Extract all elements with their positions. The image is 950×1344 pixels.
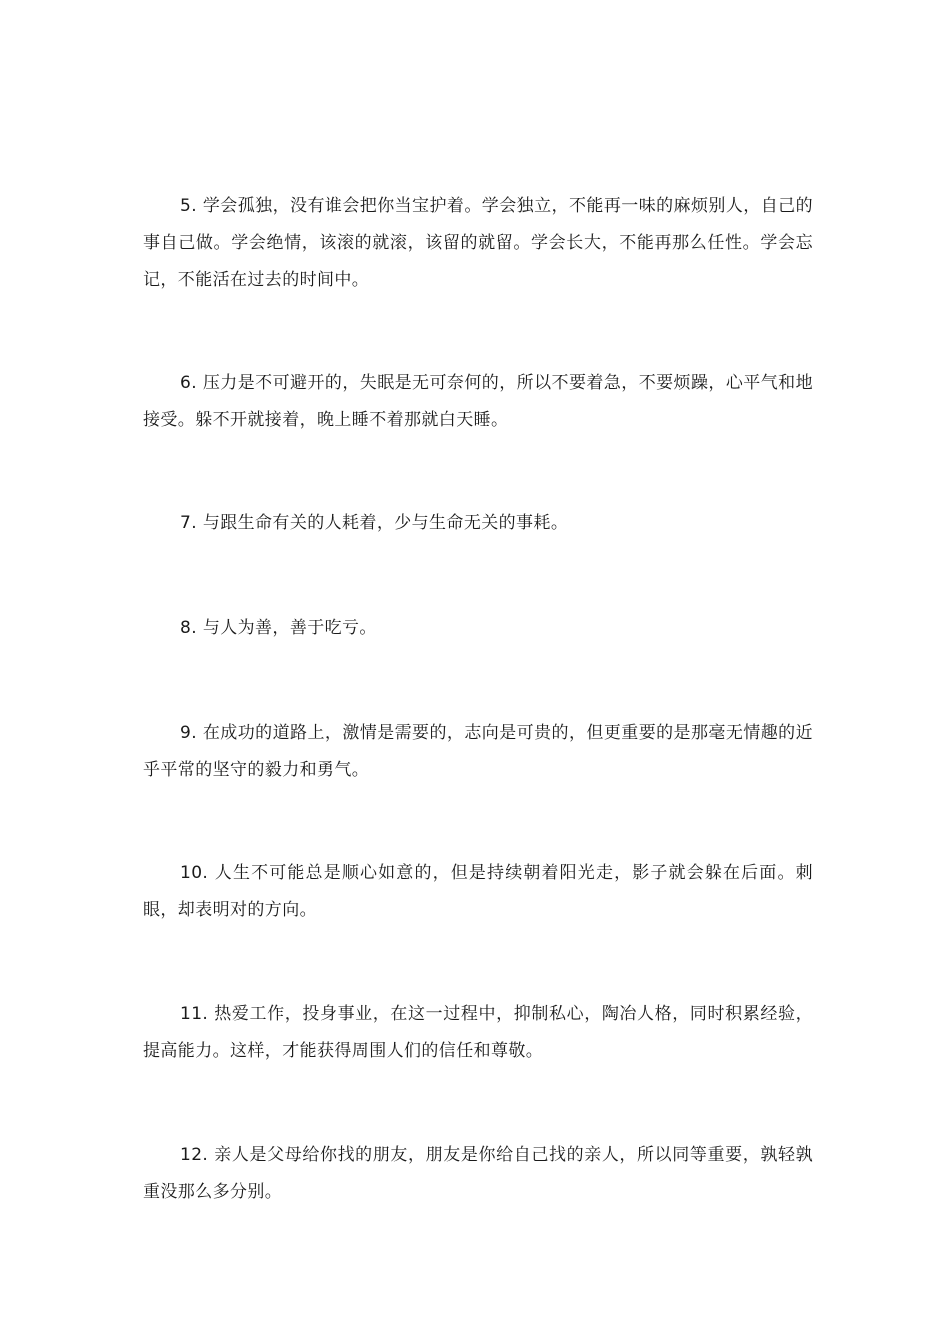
- paragraph-6: 6. 压力是不可避开的，失眠是无可奈何的，所以不要着急，不要烦躁，心平气和地接受。躲不开就接着，晚上睡不着那就白天睡。: [143, 373, 813, 430]
- paragraph-9: 9. 在成功的道路上，激情是需要的，志向是可贵的，但更重要的是那毫无情趣的近乎平常的坚守的毅力和勇气。: [143, 723, 813, 780]
- paragraph-12: 12. 亲人是父母给你找的朋友，朋友是你给自己找的亲人，所以同等重要，孰轻孰重没那么多分别。: [143, 1145, 813, 1202]
- paragraph-8: 8. 与人为善，善于吃亏。: [180, 618, 377, 638]
- paragraph-7: 7. 与跟生命有关的人耗着，少与生命无关的事耗。: [180, 513, 569, 533]
- paragraph-10: 10. 人生不可能总是顺心如意的，但是持续朝着阳光走，影子就会躲在后面。刺眼，却表明对的方向。: [143, 863, 813, 920]
- paragraph-11: 11. 热爱工作，投身事业，在这一过程中，抑制私心，陶冶人格，同时积累经验，提高能力。这样，才能获得周围人们的信任和尊敬。: [143, 1004, 813, 1061]
- paragraph-5: 5. 学会孤独，没有谁会把你当宝护着。学会独立，不能再一味的麻烦别人，自己的事自己做。学会绝情，该滚的就滚，该留的就留。学会长大，不能再那么任性。学会忘记，不能活在过去的时间中。: [143, 196, 813, 290]
